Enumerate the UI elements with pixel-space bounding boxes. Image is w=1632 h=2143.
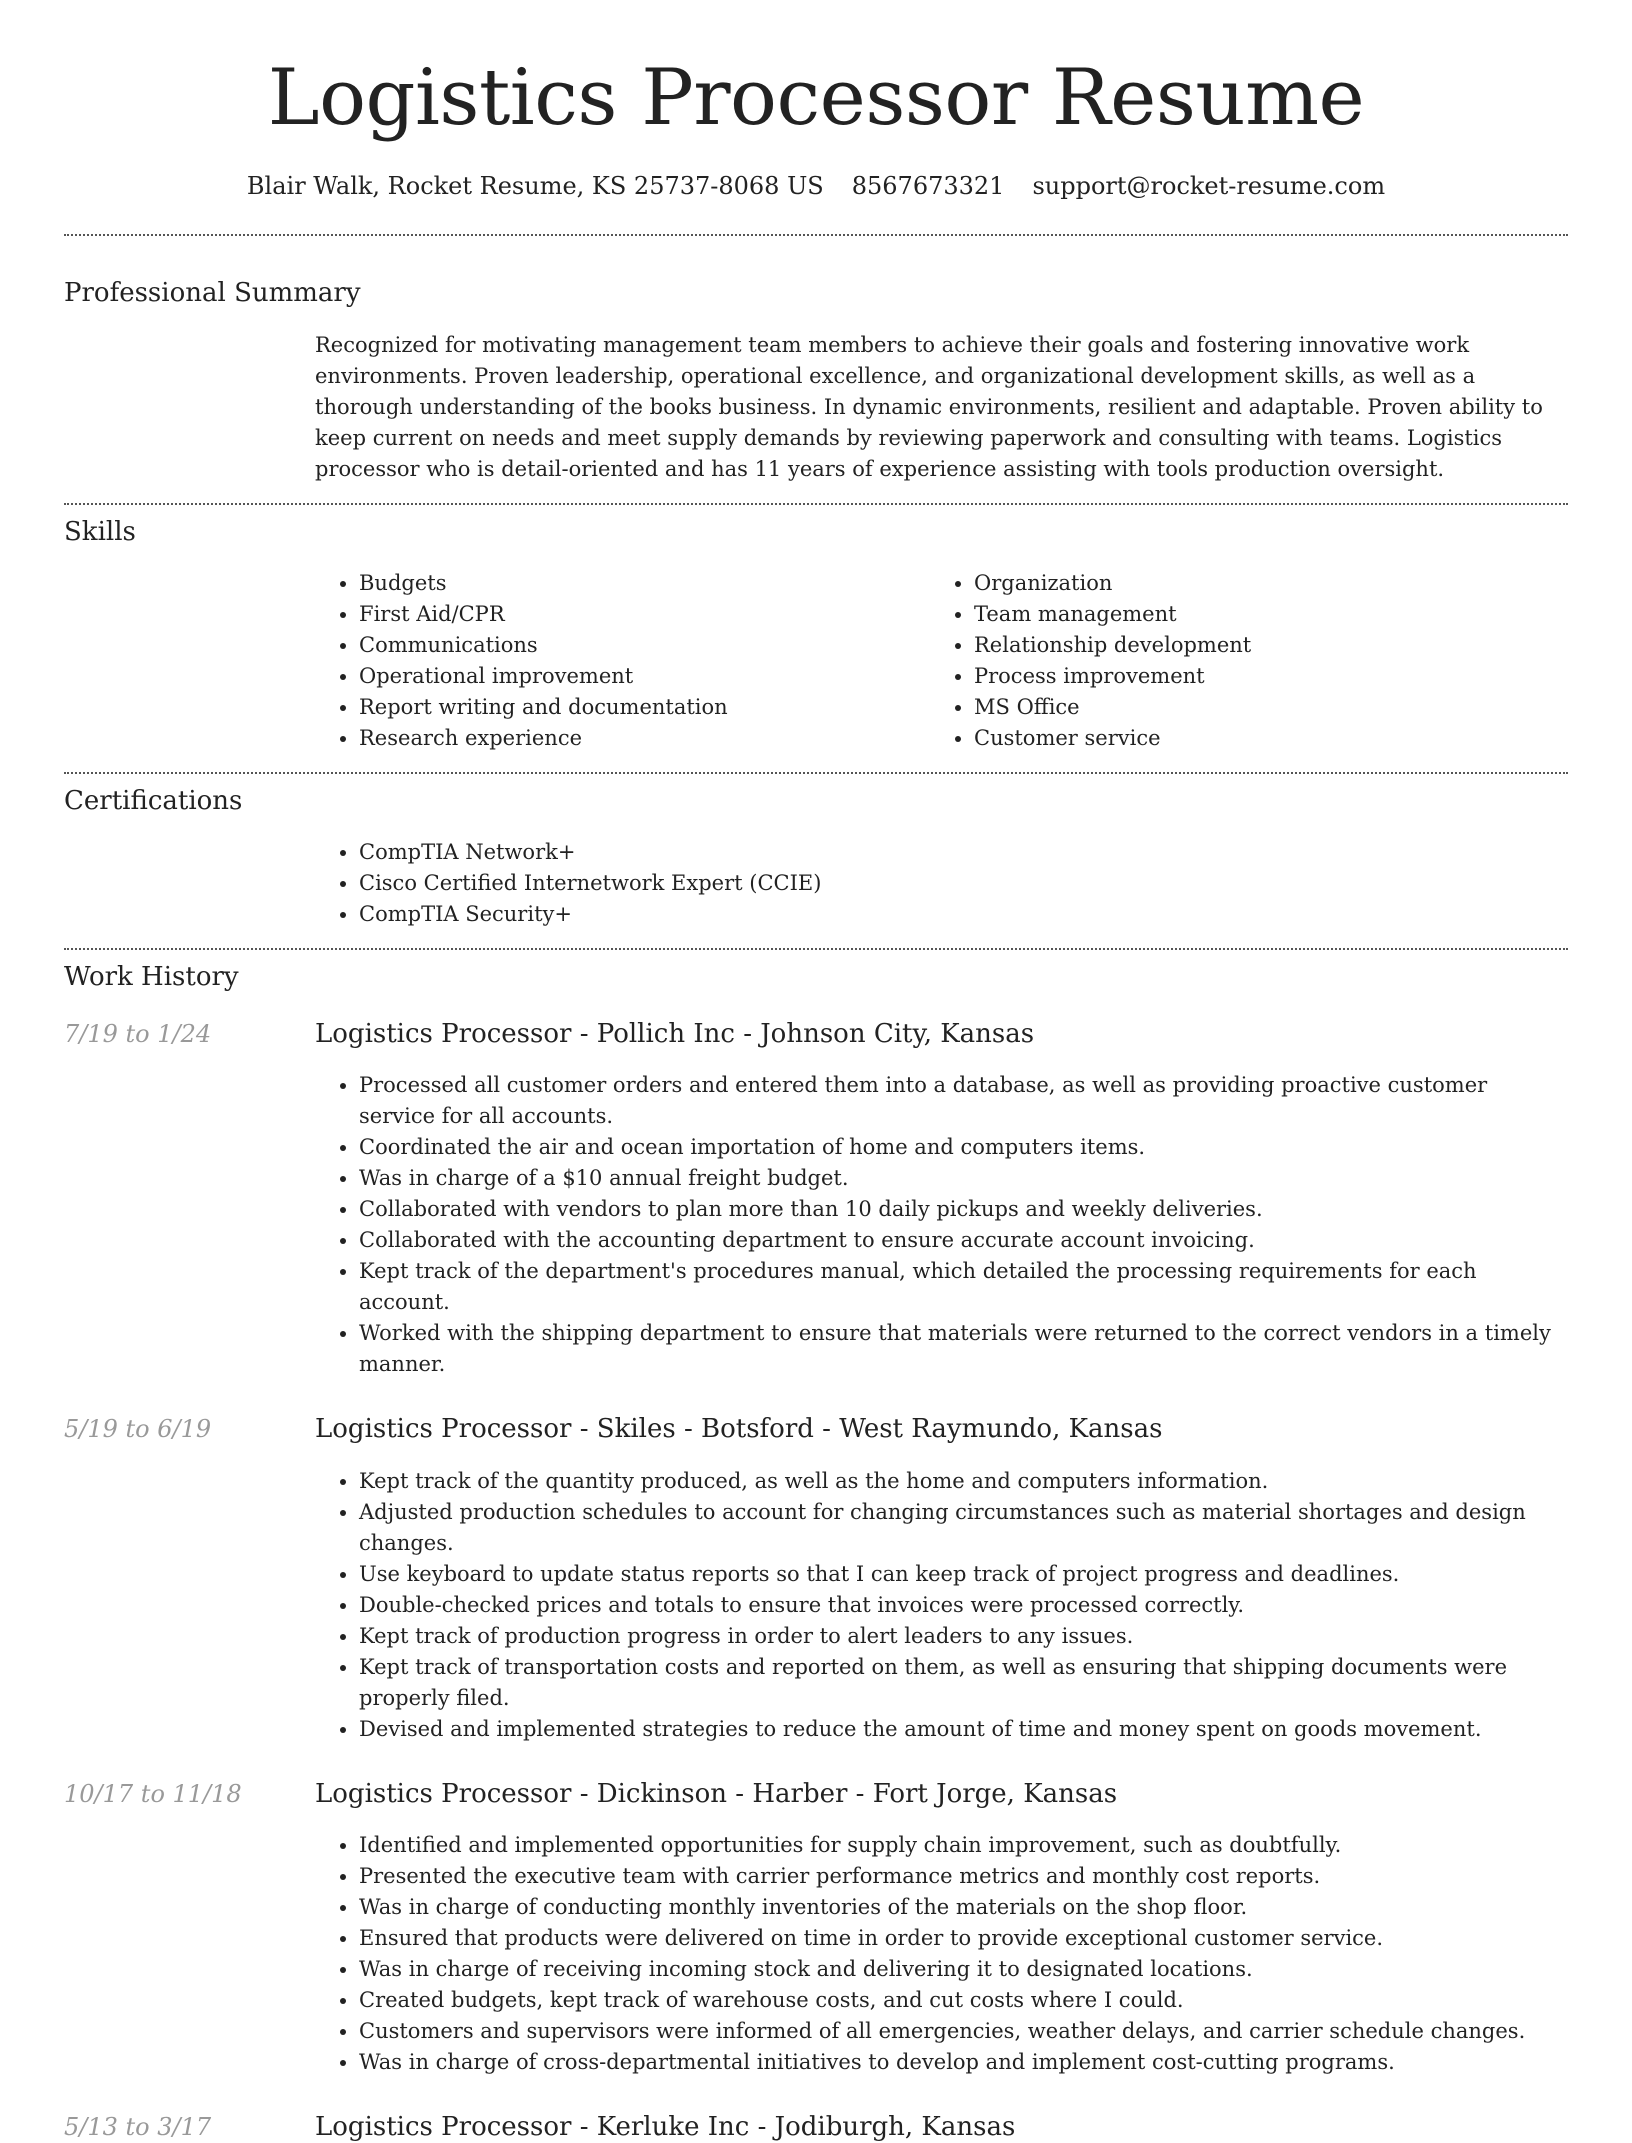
job-dates: 10/17 to 11/18 xyxy=(64,1779,242,1808)
job-title: Logistics Processor - Kerluke Inc - Jodiburgh, Kansas xyxy=(315,2111,1016,2142)
divider xyxy=(64,772,1568,774)
summary-text: Recognized for motivating management team members to achieve their goals and fostering innovative work environments. Proven leadership, operational excellence, and organizational development skills, as well as a thorough understanding of the books business. In dynamic environments, resilient and adaptable. Proven ability to keep current on needs and meet supply demands by reviewing paperwork and consulting with teams. Logistics processor who is detail-oriented and has 11 years of experience assisting with tools production oversight. xyxy=(315,332,1543,481)
job-bullet: • Collaborated with the accounting department to ensure accurate account invoicing. xyxy=(359,1225,1568,1256)
job-entry xyxy=(64,1019,1568,1380)
job-bullet: • Kept track of production progress in order to alert leaders to any issues. xyxy=(359,1621,1568,1652)
job-title: Logistics Processor - Skiles - Botsford - West Raymundo, Kansas xyxy=(315,1414,1163,1445)
skills-heading: Skills xyxy=(64,516,136,547)
job-bullet: • Ensured that products were delivered on time in order to provide exceptional customer service. xyxy=(359,1923,1568,1954)
job-bullet: • Kept track of transportation costs and reported on them, as well as ensuring that shipping documents were properly filed. xyxy=(359,1652,1568,1714)
contact-email: support@rocket-resume.com xyxy=(1032,171,1386,200)
job-dates: 5/13 to 3/17 xyxy=(64,2112,212,2141)
job-header xyxy=(64,1414,1568,1445)
job-bullet: • Collaborated with vendors to plan more than 10 daily pickups and weekly deliveries. xyxy=(359,1194,1568,1225)
job-bullet: • Identified and implemented opportunities for supply chain improvement, such as doubtfully. xyxy=(359,1830,1568,1861)
job-bullet: • Use keyboard to update status reports so that I can keep track of project progress and deadlines. xyxy=(359,1559,1568,1590)
job-bullet: • Double-checked prices and totals to ensure that invoices were processed correctly. xyxy=(359,1590,1568,1621)
skills-list-left xyxy=(315,568,930,754)
job-entry xyxy=(64,1779,1568,2078)
skill-item: • Operational improvement xyxy=(359,661,930,692)
job-bullet: • Created budgets, kept track of warehouse costs, and cut costs where I could. xyxy=(359,1985,1568,2016)
job-title: Logistics Processor - Pollich Inc - Johnson City, Kansas xyxy=(315,1019,1035,1050)
job-entry xyxy=(64,1414,1568,1744)
certifications-heading: Certifications xyxy=(64,785,243,816)
job-bullet: • Coordinated the air and ocean importation of home and computers items. xyxy=(359,1132,1568,1163)
resume-page xyxy=(64,0,1568,2143)
skill-item: • MS Office xyxy=(974,692,1545,723)
job-header xyxy=(64,2112,1568,2143)
job-bullets xyxy=(315,1830,1568,2078)
job-bullet: • Was in charge of cross-departmental initiatives to develop and implement cost-cutting programs. xyxy=(359,2047,1568,2078)
contact-line xyxy=(64,172,1568,201)
summary-heading: Professional Summary xyxy=(64,278,361,309)
work-history-heading: Work History xyxy=(64,961,239,992)
skill-item: • Relationship development xyxy=(974,630,1545,661)
skill-item: • Organization xyxy=(974,568,1545,599)
job-bullet: • Adjusted production schedules to account for changing circumstances such as material shortages and design changes. xyxy=(359,1497,1568,1559)
job-title: Logistics Processor - Dickinson - Harber - Fort Jorge, Kansas xyxy=(315,1778,1118,1809)
summary-body xyxy=(315,330,1568,485)
job-bullets xyxy=(315,1070,1568,1380)
certification-item: • CompTIA Network+ xyxy=(359,837,1568,868)
job-bullet: • Was in charge of conducting monthly inventories of the materials on the shop floor. xyxy=(359,1892,1568,1923)
job-header xyxy=(64,1019,1568,1050)
skill-item: • Research experience xyxy=(359,723,930,754)
certifications-body xyxy=(315,837,1568,930)
job-bullet: • Was in charge of receiving incoming stock and delivering it to designated locations. xyxy=(359,1954,1568,1985)
job-dates: 7/19 to 1/24 xyxy=(64,1020,212,1049)
job-header xyxy=(64,1779,1568,1810)
divider xyxy=(64,503,1568,505)
skill-item: • Process improvement xyxy=(974,661,1545,692)
contact-phone: 8567673321 xyxy=(851,171,1005,200)
certification-item: • CompTIA Security+ xyxy=(359,899,1568,930)
skills-grid xyxy=(315,568,1568,754)
divider xyxy=(64,948,1568,950)
job-dates: 5/19 to 6/19 xyxy=(64,1415,212,1444)
skills-list-right xyxy=(930,568,1545,754)
skill-item: • First Aid/CPR xyxy=(359,599,930,630)
job-bullet: • Presented the executive team with carrier performance metrics and monthly cost reports. xyxy=(359,1861,1568,1892)
certifications-list xyxy=(315,837,1568,930)
certification-item: • Cisco Certified Internetwork Expert (CCIE) xyxy=(359,868,1568,899)
skill-item: • Team management xyxy=(974,599,1545,630)
job-bullet: • Devised and implemented strategies to reduce the amount of time and money spent on goods movement. xyxy=(359,1714,1568,1745)
skill-item: • Communications xyxy=(359,630,930,661)
skill-item: • Report writing and documentation xyxy=(359,692,930,723)
job-bullet: • Was in charge of a $10 annual freight budget. xyxy=(359,1163,1568,1194)
job-bullet: • Kept track of the quantity produced, as well as the home and computers information. xyxy=(359,1466,1568,1497)
job-bullet: • Kept track of the department's procedures manual, which detailed the processing requirements for each account. xyxy=(359,1256,1568,1318)
divider xyxy=(64,234,1568,236)
job-bullet: • Worked with the shipping department to ensure that materials were returned to the correct vendors in a timely manner. xyxy=(359,1318,1568,1380)
page-title: Logistics Processor Resume xyxy=(267,53,1365,143)
contact-address: Blair Walk, Rocket Resume, KS 25737-8068 US xyxy=(246,171,824,200)
skill-item: • Budgets xyxy=(359,568,930,599)
skill-item: • Customer service xyxy=(974,723,1545,754)
job-bullet: • Processed all customer orders and entered them into a database, as well as providing proactive customer service for all accounts. xyxy=(359,1070,1568,1132)
job-bullets xyxy=(315,1466,1568,1745)
job-entry xyxy=(64,2112,1568,2143)
job-bullet: • Customers and supervisors were informed of all emergencies, weather delays, and carrier schedule changes. xyxy=(359,2016,1568,2047)
